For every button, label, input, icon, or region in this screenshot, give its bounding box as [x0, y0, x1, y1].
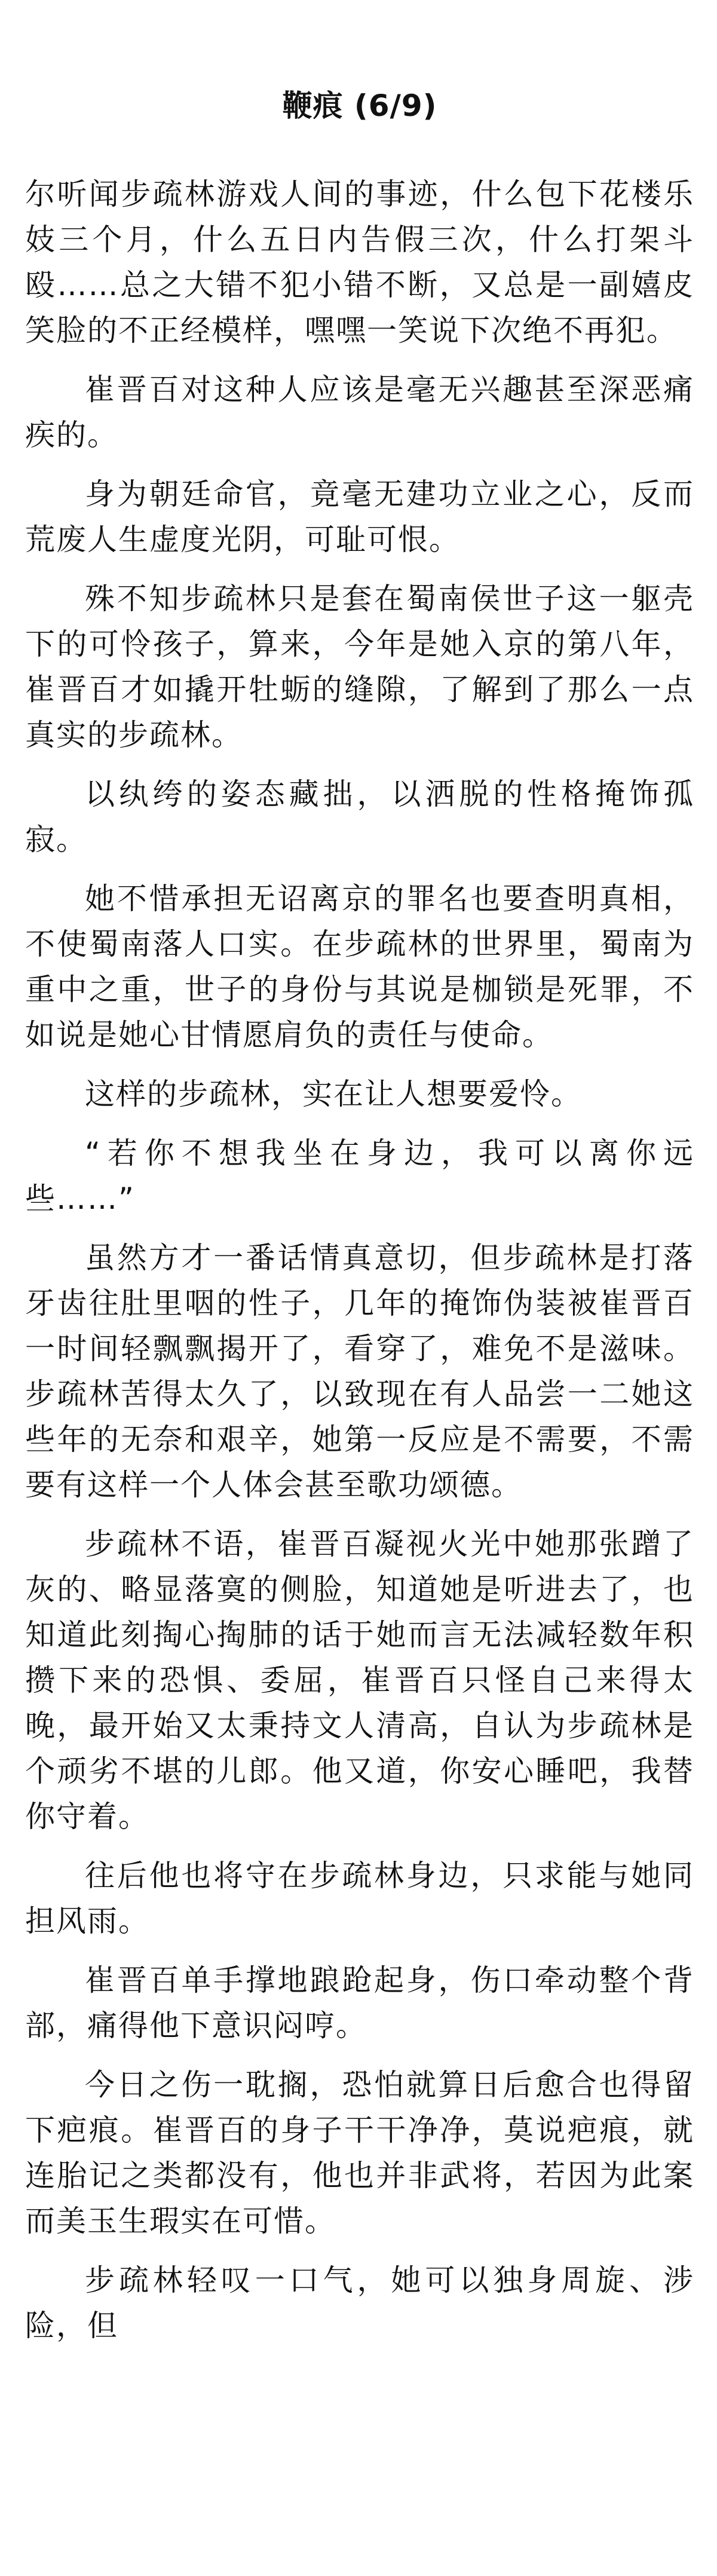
- paragraph: 崔晋百对这种人应该是毫无兴趣甚至深恶痛疾的。: [25, 372, 694, 452]
- paragraph: 今日之伤一耽搁，恐怕就算日后愈合也得留下疤痕。崔晋百的身子干干净净，莫说疤痕，就连胎记之类都没有，他也并非武将，若因为此案而美玉生瑕实在可惜。: [25, 2067, 694, 2238]
- paragraph: 步疏林不语，崔晋百凝视火光中她那张蹭了灰的、略显落寞的侧脸，知道她是听进去了，也知道此刻掏心掏肺的话于她而言无法减轻数年积攒下来的恐惧、委屈，崔晋百只怪自己来得太晚，最开始又太秉持文人清高，自认为步疏林是个顽劣不堪的儿郎。他又道，你安心睡吧，我替你守着。: [25, 1527, 694, 1834]
- paragraph: 她不惜承担无诏离京的罪名也要查明真相，不使蜀南落人口实。在步疏林的世界里，蜀南为重中之重，世子的身份与其说是枷锁是死罪，不如说是她心甘情愿肩负的责任与使命。: [25, 881, 694, 1052]
- article-body: [25, 171, 694, 2348]
- paragraph: 虽然方才一番话情真意切，但步疏林是打落牙齿往肚里咽的性子，几年的掩饰伪装被崔晋百一时间轻飘飘揭开了，看穿了，难免不是滋味。步疏林苦得太久了，以致现在有人品尝一二她这些年的无奈和艰辛，她第一反应是不需要，不需要有这样一个人体会甚至歌功颂德。: [25, 1240, 694, 1502]
- paragraph: 以纨绔的姿态藏拙，以洒脱的性格掩饰孤寂。: [25, 777, 694, 857]
- article-title: 鞭痕 (6/9): [282, 88, 437, 123]
- paragraph: 步疏林轻叹一口气，她可以独身周旋、涉险，但: [25, 2263, 694, 2343]
- paragraph: 殊不知步疏林只是套在蜀南侯世子这一躯壳下的可怜孩子，算来，今年是她入京的第八年，崔晋百才如撬开牡蛎的缝隙，了解到了那么一点真实的步疏林。: [25, 581, 694, 752]
- paragraph: 身为朝廷命官，竟毫无建功立业之心，反而荒废人生虚度光阴，可耻可恨。: [25, 477, 694, 557]
- paragraph: 往后他也将守在步疏林身边，只求能与她同担风雨。: [25, 1858, 694, 1938]
- paragraph: 这样的步疏林，实在让人想要爱怜。: [85, 1077, 582, 1111]
- paragraph: 崔晋百单手撑地踉跄起身，伤口牵动整个背部，痛得他下意识闷哼。: [25, 1963, 694, 2043]
- paragraph: “若你不想我坐在身边，我可以离你远些……”: [25, 1136, 694, 1216]
- paragraph: 尔听闻步疏林游戏人间的事迹，什么包下花楼乐妓三个月，什么五日内告假三次，什么打架斗殴……总之大错不犯小错不断，又总是一副嬉皮笑脸的不正经模样，嘿嘿一笑说下次绝不再犯。: [25, 177, 694, 348]
